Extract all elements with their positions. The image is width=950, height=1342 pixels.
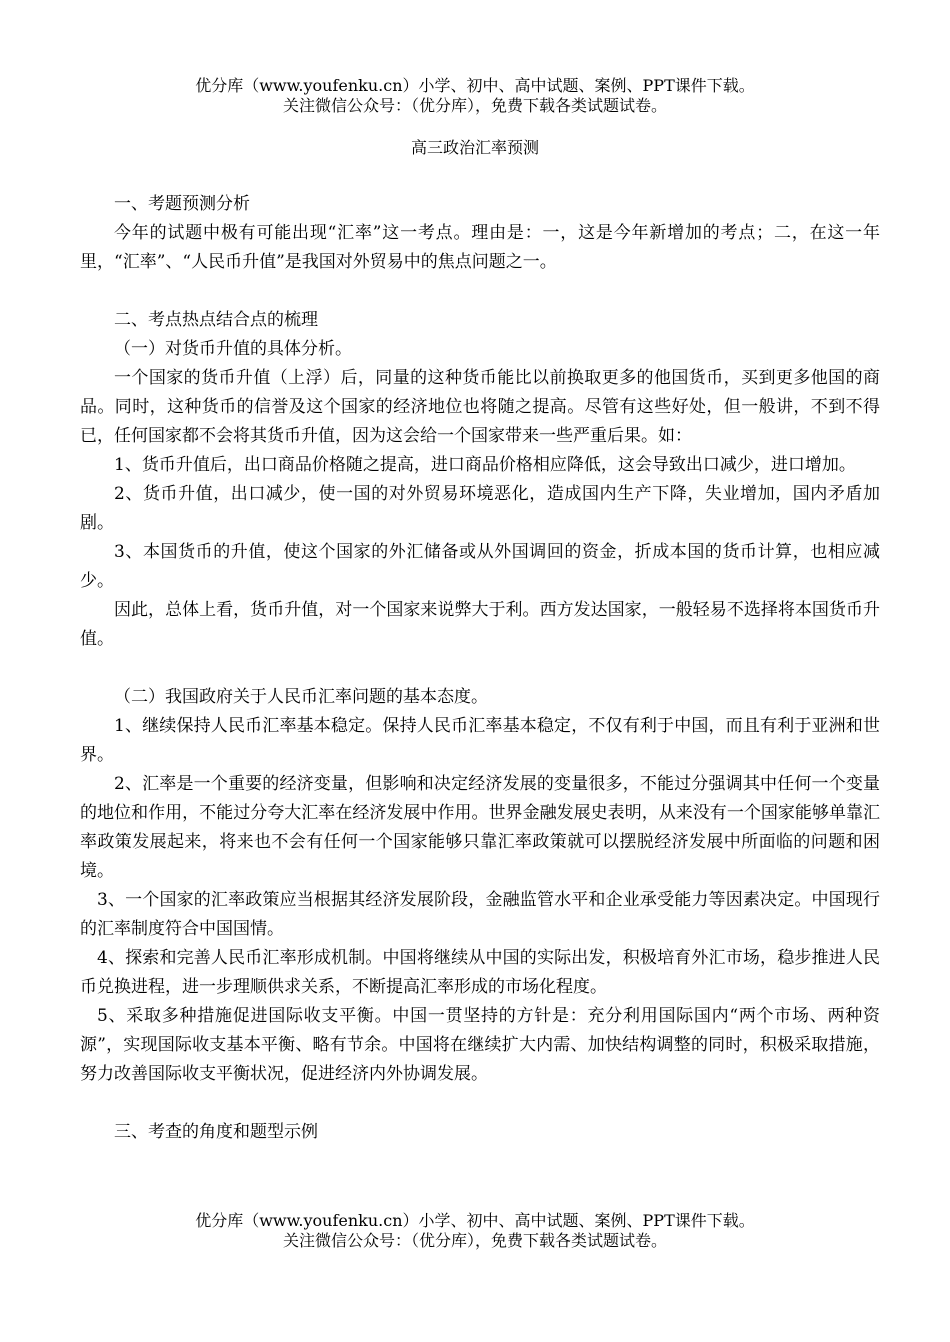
section-3-heading: 三、考查的角度和题型示例	[114, 1122, 318, 1142]
footer-line-2: 关注微信公众号：（优分库），免费下载各类试题试卷。	[282, 1231, 667, 1250]
list-item: 3、本国货币的升值，使这个国家的外汇储备或从外国调回的资金，折成本国的货币计算，也相应减少。	[80, 542, 880, 591]
header-line-2: 关注微信公众号：（优分库），免费下载各类试题试卷。	[282, 96, 667, 115]
list-item: 2、汇率是一个重要的经济变量，但影响和决定经济发展的变量很多，不能过分强调其中任何一个变量的地位和作用，不能过分夸大汇率在经济发展中作用。世界金融发展史表明，从来没有一个国家能够单靠汇率政策发展起来，将来也不会有任何一个国家能够只靠汇率政策就可以摆脱经济发展中所面临的问题和困境。	[80, 774, 880, 881]
section-1-heading: 一、考题预测分析	[114, 194, 250, 214]
list-item: 3、一个国家的汇率政策应当根据其经济发展阶段，金融监管水平和企业承受能力等因素决定。中国现行的汇率制度符合中国国情。	[80, 890, 880, 939]
document-title: 高三政治汇率预测	[410, 138, 539, 157]
list-item: 1、继续保持人民币汇率基本稳定。保持人民币汇率基本稳定，不仅有利于中国，而且有利于亚洲和世界。	[80, 716, 880, 765]
subsection-heading: （一）对货币升值的具体分析。	[114, 339, 352, 359]
paragraph: 一个国家的货币升值（上浮）后，同量的这种货币能比以前换取更多的他国货币，买到更多他国的商品。同时，这种货币的信誉及这个国家的经济地位也将随之提高。尽管有这些好处，但一般讲，不到不得已，任何国家都不会将其货币升值，因为这会给一个国家带来一些严重后果。如：	[80, 368, 880, 446]
list-item: 2、货币升值，出口减少，使一国的对外贸易环境恶化，造成国内生产下降，失业增加，国内矛盾加剧。	[80, 484, 880, 533]
spacer	[80, 1089, 880, 1118]
paragraph: 因此，总体上看，货币升值，对一个国家来说弊大于利。西方发达国家，一般轻易不选择将本国货币升值。	[80, 600, 880, 649]
page-header	[0, 76, 950, 116]
paragraph: 今年的试题中极有可能出现“汇率”这一考点。理由是：一，这是今年新增加的考点；二，在这一年里，“汇率”、“人民币升值”是我国对外贸易中的焦点问题之一。	[80, 223, 880, 272]
list-item: 4、探索和完善人民币汇率形成机制。中国将继续从中国的实际出发，积极培育外汇市场，稳步推进人民币兑换进程，进一步理顺供求关系，不断提高汇率形成的市场化程度。	[80, 948, 880, 997]
list-item: 1、货币升值后，出口商品价格随之提高，进口商品价格相应降低，这会导致出口减少，进口增加。	[114, 455, 856, 475]
subsection-heading: （二）我国政府关于人民币汇率问题的基本态度。	[114, 687, 488, 707]
document-body	[80, 190, 880, 1147]
spacer	[80, 277, 880, 306]
header-line-1: 优分库（www.youfenku.cn）小学、初中、高中试题、案例、PPT课件下载。	[195, 76, 755, 95]
spacer	[80, 654, 880, 683]
list-item: 5、采取多种措施促进国际收支平衡。中国一贯坚持的方针是：充分利用国际国内“两个市场、两种资源”，实现国际收支基本平衡、略有节余。中国将在继续扩大内需、加快结构调整的同时，积极采取措施，努力改善国际收支平衡状况，促进经济内外协调发展。	[80, 1006, 880, 1084]
page-footer	[0, 1211, 950, 1251]
footer-line-1: 优分库（www.youfenku.cn）小学、初中、高中试题、案例、PPT课件下载。	[195, 1211, 755, 1230]
section-2-heading: 二、考点热点结合点的梳理	[114, 310, 318, 330]
